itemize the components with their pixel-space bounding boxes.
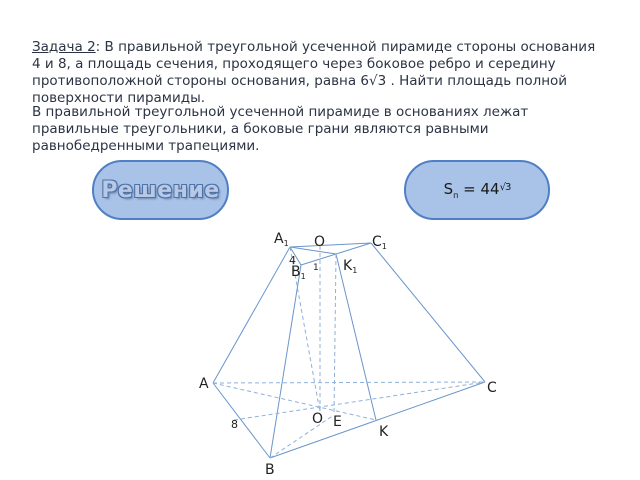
line-a1-k1 [290,247,336,254]
hidden-k1-e [334,254,336,415]
label-c: C [487,380,497,396]
hidden-a-c [213,382,485,383]
edge-b-b1 [270,265,301,458]
solution-button-label: Решение [101,177,220,203]
problem-label: Задача 2 [32,39,96,55]
label-a: A [199,376,209,392]
label-o-bottom: O [312,411,324,427]
label-four: 4 [289,254,296,267]
answer-value: = 44 [458,180,500,198]
label-b: B [265,462,275,478]
edge-k-k1 [336,254,376,420]
problem-text: : В правильной треугольной усеченной пирамиде стороны основания 4 и 8, а площадь сечения, проходящего через боковое ребро и середину противоположной стороны основания, равна 6√3 . Найти площадь полной поверхности пирамиды. [32,39,596,106]
label-k1: $K_1$ [343,258,358,275]
hidden-bottom-diag [234,382,485,420]
label-c1: $C_1$ [372,234,387,251]
edge-c-c1 [371,243,485,382]
label-eight: 8 [231,418,238,431]
label-b1: $B_1$ [291,264,306,281]
note-text: В правильной треугольной усеченной пирамиде в основаниях лежат правильные треугольники, а боковые грани являются равными равнобедренными трапециями. [32,104,529,154]
answer-subscript: п [453,191,459,200]
label-a1: $A_1$ [274,231,289,248]
label-o-top: O [314,234,326,250]
label-e: E [333,414,342,430]
edge-a-a1 [213,247,290,383]
hidden-b-e [270,415,334,458]
label-k: K [379,424,389,440]
answer-symbol: S [443,180,454,198]
answer-root: √3 [499,182,511,193]
label-one: 1 [313,263,319,273]
edge-b-c [270,382,485,458]
